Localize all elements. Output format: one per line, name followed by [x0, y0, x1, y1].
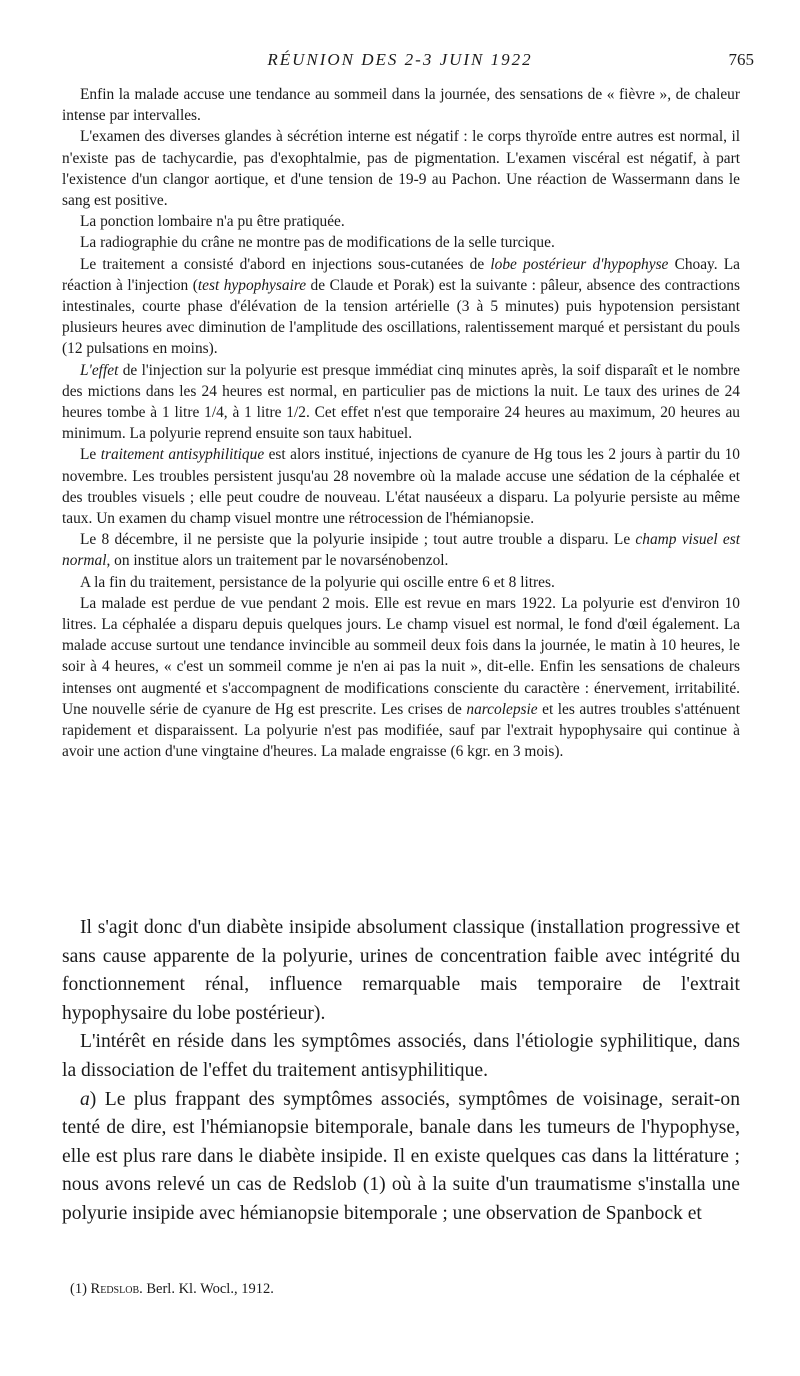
paragraph: Le traitement antisyphilitique est alors institué, injections de cyanure de Hg tous les 2 jours à partir du 10 novembre. Les troubles persistent jusqu'au 28 novembre où la malade accuse une sédation de la céphalée et des troubles visuels ; elle peut coudre de nouveau. L'état nauséeux a disparu. La polyurie persiste au même taux. Un examen du champ visuel montre une rétrocession de l'hémianopsie.	[62, 446, 740, 528]
running-header	[38, 50, 762, 74]
paragraph: Le traitement a consisté d'abord en injections sous-cutanées de lobe postérieur d'hypophyse Choay. La réaction à l'injection (test hypophysaire de Claude et Porak) est la suivante : pâleur, absence des contractions intestinales, courte phase d'élévation de la tension artérielle (3 à 5 minutes) puis hypotension persistant plusieurs heures avec diminution de l'amplitude des oscillations, ralentissement marqué et persistant du pouls (12 pulsations en moins).	[62, 255, 740, 358]
list-marker: a	[80, 1088, 90, 1110]
emphasis: L'effet	[80, 361, 119, 379]
paragraph: La malade est perdue de vue pendant 2 mois. Elle est revue en mars 1922. La polyurie est d'environ 10 litres. La céphalée a disparu depuis quelques jours. Le champ visuel est normal, le fond d'œil également. La malade accuse surtout une tendance invincible au sommeil deux fois dans la journée, le matin à 10 heures, le soir à 4 heures, « c'est un sommeil comme je n'en ai pas la nuit », dit-elle. Enfin les sensations de chaleurs intenses ont augmenté et s'accompagnent de modifications consciente du caractère : énervement, irritabilité. Une nouvelle série de cyanure de Hg est prescrite. Les crises de narcolepsie et les autres troubles s'atténuent rapidement et disparaissent. La polyurie n'est pas modifiée, sauf par l'extrait hypophysaire qui continue à avoir une action d'une vingtaine d'heures. La malade engraisse (6 kgr. en 3 mois).	[62, 594, 740, 761]
paragraph: Enfin la malade accuse une tendance au sommeil dans la journée, des sensations de « fièvre », de chaleur intense par intervalles.	[62, 86, 740, 125]
page-number: 765	[728, 50, 754, 69]
paragraph: La ponction lombaire n'a pu être pratiquée.	[80, 213, 345, 231]
paragraph: Il s'agit donc d'un diabète insipide absolument classique (installation progressive et sans cause apparente de la polyurie, urines de concentration faible avec intégrité du fonctionnement rénal, influence remarquable mais temporaire de l'extrait hypophysaire du lobe postérieur).	[62, 917, 740, 1024]
footnote	[62, 1281, 740, 1298]
paragraph: L'intérêt en réside dans les symptômes associés, dans l'étiologie syphilitique, dans la dissociation de l'effet du traitement antisyphilitique.	[62, 1031, 740, 1081]
running-title: RÉUNION DES 2-3 JUIN 1922	[267, 50, 533, 69]
emphasis: test hypophysaire	[197, 276, 307, 294]
paragraph: L'examen des diverses glandes à sécrétion interne est négatif : le corps thyroïde entre autres est normal, il n'existe pas de tachycardie, pas d'exophtalmie, pas de pigmentation. L'examen viscéral est négatif, à part l'existence d'un clangor aortique, et d'une tension de 19-9 au Pachon. Une réaction de Wassermann dans le sang est positive.	[62, 128, 740, 210]
footnote-reference: . Berl. Kl. Wocl., 1912.	[139, 1281, 274, 1297]
footnote-mark: (1)	[70, 1281, 91, 1297]
emphasis: traitement antisyphilitique	[100, 446, 265, 464]
footnote-author: Redslob	[90, 1281, 140, 1297]
discussion-section	[62, 914, 740, 1229]
paragraph: La radiographie du crâne ne montre pas de modifications de la selle turcique.	[80, 234, 555, 252]
paragraph: L'effet de l'injection sur la polyurie est presque immédiat cinq minutes après, la soif disparaît et le nombre des mictions dans les 24 heures est normal, en particulier pas de mictions la nuit. Le taux des urines de 24 heures tombe à 1 litre 1/4, à 1 litre 1/2. Cet effet n'est que temporaire 24 heures au maximum, 20 heures au minimum. La polyurie reprend ensuite son taux habituel.	[62, 361, 740, 443]
paragraph: a) Le plus frappant des symptômes associés, symptômes de voisinage, serait-on tenté de dire, est l'hémianopsie bitemporale, banale dans les tumeurs de l'hypophyse, elle est plus rare dans le diabète insipide. Il en existe quelques cas dans la littérature ; nous avons relevé un cas de Redslob (1) où à la suite d'un traumatisme s'installa une polyurie insipide avec hémianopsie bitemporale ; une observation de Spanbock et	[62, 1088, 740, 1224]
emphasis: lobe postérieur d'hypophyse	[490, 255, 669, 273]
case-report-section	[62, 84, 740, 763]
emphasis: narcolepsie	[466, 700, 538, 718]
emphasis: champ visuel est normal	[62, 531, 740, 570]
paragraph: Le 8 décembre, il ne persiste que la polyurie insipide ; tout autre trouble a disparu. Le champ visuel est normal, on institue alors un traitement par le novarsénobenzol.	[62, 531, 740, 570]
paragraph: A la fin du traitement, persistance de la polyurie qui oscille entre 6 et 8 litres.	[80, 573, 555, 591]
